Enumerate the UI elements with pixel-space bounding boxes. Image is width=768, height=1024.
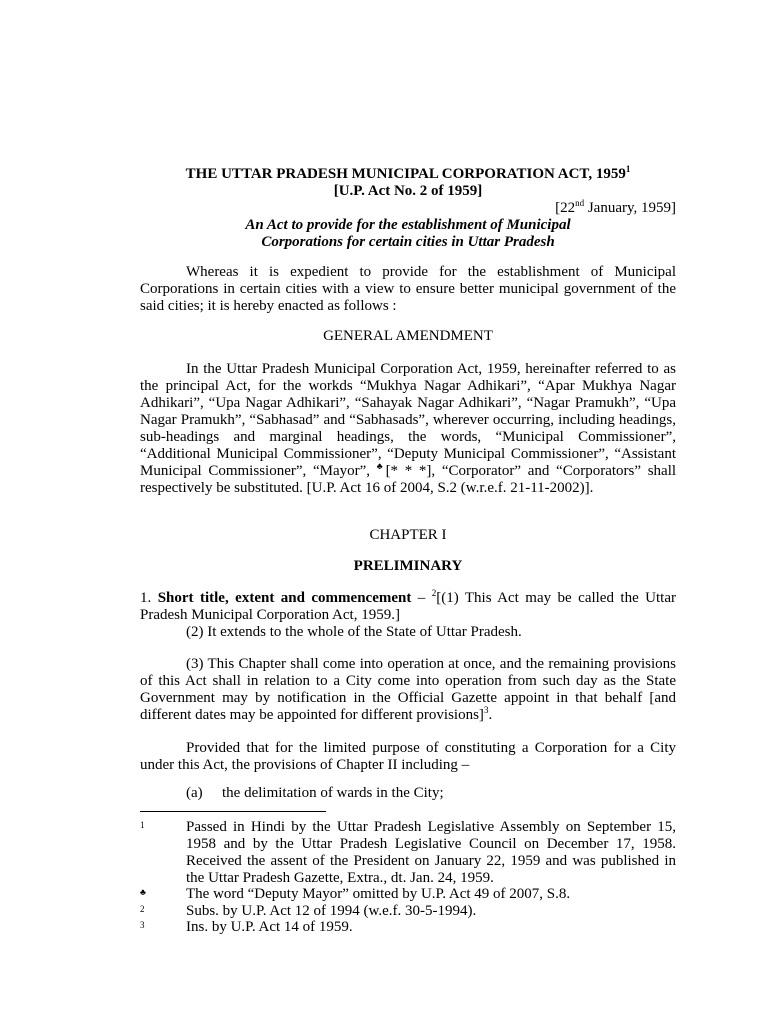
act-title: THE UTTAR PRADESH MUNICIPAL CORPORATION ACT, 1959$^1$ — [185, 164, 631, 182]
act-subtitle: An Act to provide for the establishment of Municipal Corporations for certain cities in Uttar Pradesh — [245, 217, 571, 250]
chapter-name: PRELIMINARY — [353, 558, 463, 574]
footnote-club: ♣ The word “Deputy Mayor” omitted by U.P. Act 49 of 2007, S.8. — [140, 886, 571, 902]
list-item-a: (a) the delimitation of wards in the City; — [186, 785, 444, 801]
section-title: Short title, extent and commencement — [157, 590, 412, 606]
footnote-1: 1 Passed in Hindi by the Uttar Pradesh Legislative Assembly on September 15, 1958 and by the Uttar Pradesh Legislative Council on December 17, 1958. Received the assent of the President on January 22, 1959 and was published in the Uttar Pradesh Gazette, Extra., dt. Jan. 24, 1959. — [140, 819, 676, 886]
footnote-2: 2 Subs. by U.P. Act 12 of 1994 (w.e.f. 30-5-1994). — [140, 903, 477, 919]
section-1-clause-3: (3) This Chapter shall come into operation at once, and the remaining provisions of this Act shall in relation to a City come into operation from such day as the State Government may by notification in the Official Gazette appoint in that behalf [and different dates may be appointed for different provisions]$^3$. — [140, 656, 676, 723]
preamble-paragraph: Whereas it is expedient to provide for the establishment of Municipal Corporations in certain cities with a view to ensure better municipal government of the said cities; it is hereby enacted as follows : — [140, 264, 676, 314]
act-number: [U.P. Act No. 2 of 1959] — [333, 183, 483, 199]
chapter-number: CHAPTER I — [369, 527, 447, 543]
amendment-heading: GENERAL AMENDMENT — [323, 328, 493, 344]
proviso-paragraph: Provided that for the limited purpose of constituting a Corporation for a City under this Act, the provisions of Chapter II including – — [140, 740, 676, 773]
footnote-ref-3[interactable]: 3 — [483, 705, 489, 715]
footnote-3: 3 Ins. by U.P. Act 14 of 1959. — [140, 919, 353, 935]
footnote-ref-club[interactable]: ♣ — [376, 461, 386, 471]
enactment-date: [22nd January, 1959] — [555, 198, 676, 216]
footnote-ref-1[interactable]: 1 — [625, 164, 631, 174]
section-1-clause-2: (2) It extends to the whole of the State of Uttar Pradesh. — [186, 624, 522, 640]
section-1-clause-1: 1. Short title, extent and commencement – $^2$[(1) This Act may be called the Uttar Pradesh Municipal Corporation Act, 1959.] — [140, 588, 676, 623]
footnote-ref-2[interactable]: 2 — [431, 588, 437, 598]
footnote-divider — [140, 811, 326, 812]
amendment-paragraph: In the Uttar Pradesh Municipal Corporation Act, 1959, hereinafter referred to as the principal Act, for the workds “Mukhya Nagar Adhikari”, “Apar Mukhya Nagar Adhikari”, “Upa Nagar Adhikari”, “Sahayak Nagar Adhikari”, “Nagar Pramukh”, “Upa Nagar Pramukh”, “Sabhasad” and “Sabhasads”, wherever occurring, including headings, sub-headings and marginal headings, the words, “Municipal Commissioner”, “Additional Municipal Commissioner”, “Deputy Municipal Commissioner”, “Assistant Municipal Commissioner”, “Mayor”, ♣[* * *], “Corporator” and “Corporators” shall respectively be substituted. [U.P. Act 16 of 2004, S.2 (w.r.e.f. 21-11-2002)]. — [140, 361, 677, 496]
